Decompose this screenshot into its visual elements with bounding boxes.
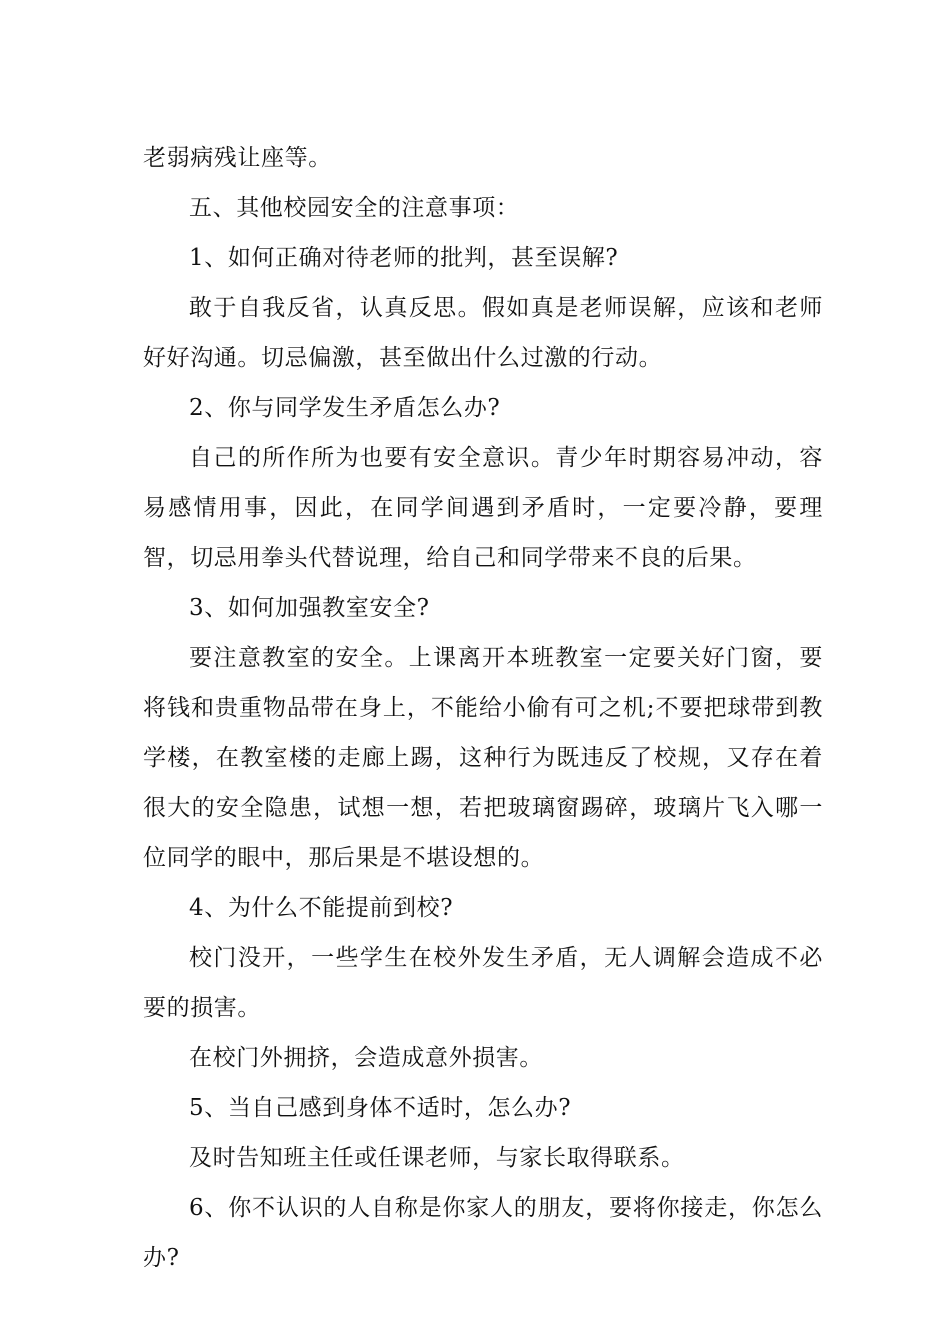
question-5: 5、当自己感到身体不适时，怎么办? (189, 1095, 572, 1121)
answer-3: 要注意教室的安全。上课离开本班教室一定要关好门窗，要将钱和贵重物品带在身上，不能给小偷有可之机;不要把球带到教学楼，在教室楼的走廊上踢，这种行为既违反了校规，又存在着很大的安全隐患，试想一想，若把玻璃窗踢碎，玻璃片飞入哪一位同学的眼中，那后果是不堪设想的。 (143, 645, 823, 871)
question-2: 2、你与同学发生矛盾怎么办? (189, 395, 501, 421)
answer-5: 及时告知班主任或任课老师，与家长取得联系。 (189, 1145, 685, 1171)
answer-4a: 校门没开，一些学生在校外发生矛盾，无人调解会造成不必要的损害。 (143, 945, 823, 1021)
section-heading: 五、其他校园安全的注意事项： (189, 195, 520, 221)
document-body (143, 133, 823, 1283)
question-6: 6、你不认识的人自称是你家人的朋友，要将你接走，你怎么办? (143, 1195, 823, 1271)
question-3: 3、如何加强教室安全? (189, 595, 430, 621)
question-4: 4、为什么不能提前到校? (189, 895, 454, 921)
question-1: 1、如何正确对待老师的批判，甚至误解? (189, 245, 619, 271)
answer-4b: 在校门外拥挤，会造成意外损害。 (189, 1045, 543, 1071)
answer-1: 敢于自我反省，认真反思。假如真是老师误解，应该和老师好好沟通。切忌偏激，甚至做出什么过激的行动。 (143, 295, 823, 371)
paragraph-continuation: 老弱病残让座等。 (143, 145, 332, 171)
answer-2: 自己的所作所为也要有安全意识。青少年时期容易冲动，容易感情用事，因此，在同学间遇到矛盾时，一定要冷静，要理智，切忌用拳头代替说理，给自己和同学带来不良的后果。 (143, 445, 823, 571)
